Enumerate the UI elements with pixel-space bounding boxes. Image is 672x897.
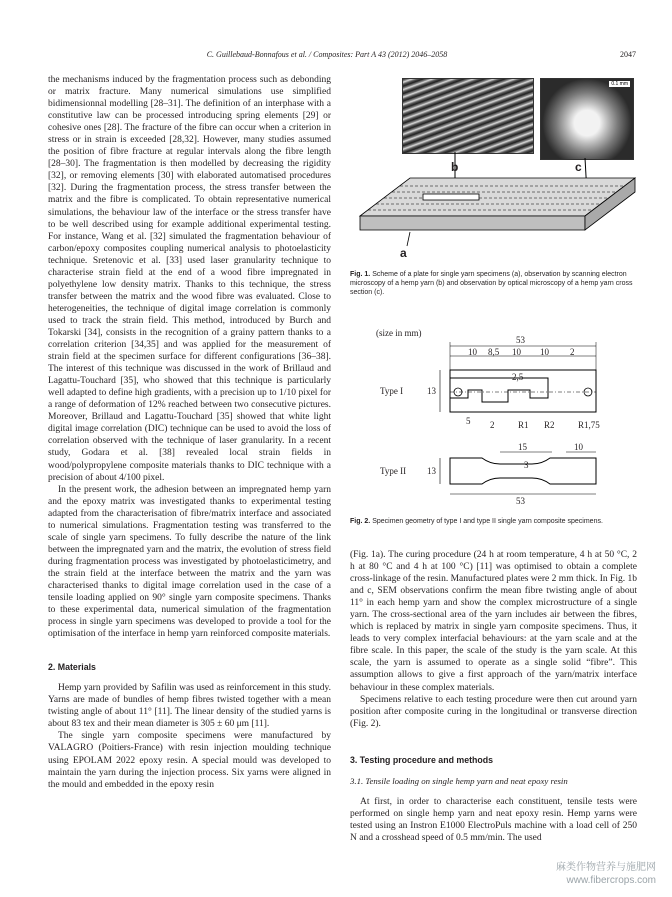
right-column [350, 549, 637, 844]
figure-1 [355, 78, 637, 263]
dimension-label: 10 [574, 442, 583, 452]
page-number: 2047 [620, 50, 636, 59]
paragraph: Specimens relative to each testing procedure were then cut around yarn position after composite curing in the longitudinal or transverse direction (Fig. 2). [350, 694, 637, 729]
radius-label: R1 [518, 420, 529, 430]
dimension-label: 13 [427, 466, 436, 476]
paragraph: the mechanisms induced by the fragmentation process such as debonding or matrix fracture. Many numerical simulations use simplified bidimensionnal modelling [28–31]. The definition of an interphase with a constitutive law can be processed introducing spring elements [29] or cohesive ones [28]. The fracture of the fibre can occur when a criterion in stress or in strain is exceeded [28,32]. However, many studies assumed the position of fibre fracture at regular intervals along the fibre length [28–30]. The fragmentation is then modelled by decreasing the rigidity [32], or removing elements [30] with elaborated automatised procedures [32]. During the fragmentation process, the stress transfer between the matrix and the fibre is complicated. To obtain representative numerical simulations, the behaviour law of the interface or the stress transfer have to be well described using for example additional experimental testing. For instance, Wang et al. [32] simulated the fragmentation behaviour of carbon/epoxy composites coupling numerical analysis to photoelasticity technique. Sretenovic et al. [33] used laser granularity technique to characterise strain field at the end of a wood fibre impregnated in polyethylene low density matrix. Thanks to this technique, the stress transfer between the matrix and the wood fibre was evaluated. Close to heterogeneities, the technique of digital image correlation is commonly used to track the strain field. This method, introduced by Burch and Tokarski [34], consists in the recognition of a grainy pattern thanks to a correlation criterion [34,35] and was applied for the measurement of strain field at the specimen surface for different configurations [36–38]. The interest of this technique was discussed in the work of Brillaud and Lagattu-Touchard [35], who showed that this technique is particularly well adapted to define high gradients, with a precision up to 1/10 pixel for a range of deformation of 12% reached between two consecutive pictures. Moreover, Brillaud and Lagattu-Touchard [35] showed that white light digital image correlation (DIC) technique can be used to avoid the loss of correlation observed with the technique of laser granularity. In a recent study, Godara et al. [38] revealed local strain fields in wood/polypropylene composite materials thanks to DIC technique with a precision of about 4/100 pixel. [48, 75, 331, 483]
dimension-label: 8,5 [488, 347, 500, 357]
paragraph: In the present work, the adhesion between an impregnated hemp yarn and the epoxy matrix was investigated thanks to experimental testing adapted from the characterisation of fibre/matrix interface and associated to numerical simulations. Fragmentation testing was transferred to the scale of single yarn specimens. To fully describe the nature of the link between the impregnated yarn and the matrix, the evolution of stress field during fragmentation process was investigated by photoelasticimetry, and the strain field at the interface between the matrix and the yarn was characterised thanks to digital image correlation used in the case of a tensile loading applied on 90° single yarn composite specimens. Thanks to these experimental data, numerical simulation of the fragmentation process in single yarn specimens was developed to provide a tool for the optimisation of the interface in hemp yarn reinforced composite materials. [48, 484, 331, 640]
radius-label: R2 [544, 420, 555, 430]
watermark-line: 麻类作物营养与施肥网 [556, 862, 656, 873]
plate-scheme-diagram [355, 78, 637, 263]
caption-label: Fig. 2. [350, 518, 371, 525]
figure-label-c: c [575, 160, 582, 174]
figure-2-caption [350, 517, 637, 526]
size-note: (size in mm) [376, 328, 422, 338]
figure-1-caption [350, 270, 637, 297]
paragraph: The single yarn composite specimens were manufactured by VALAGRO (Poitiers-France) with resin injection moulding technique using EPOLAM 2022 epoxy resin. A special mould was developed to maintain the yarn during the injection process. Six yarns were aligned in the mould and embedded in the epoxy resin [48, 731, 331, 790]
paragraph: Hemp yarn provided by Safilin was used as reinforcement in this study. Yarns are made of bundles of hemp fibres twisted together with a mean twisting angle of about 11° [11]. The linear density of the studied yarns is about 83 tex and their mean diameter is 305 ± 60 μm [11]. [48, 683, 331, 730]
scale-bar: 0.1 mm [611, 81, 628, 87]
dimension-label: 10 [468, 347, 477, 357]
dimension-label: 13 [427, 386, 436, 396]
caption-text: Specimen geometry of type I and type II single yarn composite specimens. [372, 518, 603, 525]
dimension-label: 53 [516, 496, 525, 506]
left-column [48, 74, 331, 791]
type-label: Type II [380, 466, 407, 476]
watermark-line: www.fibercrops.com [566, 875, 656, 886]
figure-2 [370, 328, 620, 508]
figure-label-a: a [400, 246, 407, 260]
dimension-label: 3 [524, 460, 529, 470]
dimension-label: 2,5 [512, 372, 524, 382]
type-label: Type I [380, 386, 404, 396]
subsection-heading: 3.1. Tensile loading on single hemp yarn and neat epoxy resin [350, 775, 568, 786]
section-heading: 3. Testing procedure and methods [350, 754, 494, 765]
dimension-label: 53 [516, 335, 525, 345]
watermark [556, 861, 656, 887]
dimension-label: 15 [518, 442, 527, 452]
running-title: C. Guillebaud-Bonnafous et al. / Composites: Part A 43 (2012) 2046–2058 [206, 50, 448, 59]
dimension-label: 10 [512, 347, 521, 357]
paragraph: At first, in order to characterise each constituent, tensile tests were performed on single hemp yarn and neat epoxy resin. Hemp yarns were tested using an Instron E1000 ElectroPuls machine with a load cell of 250 N and a crosshead speed of 0.5 mm/min. The used [350, 796, 637, 843]
figure-label-b: b [451, 160, 459, 174]
section-heading: 2. Materials [48, 662, 96, 673]
dimension-label: 10 [540, 347, 549, 357]
dimension-label: 2 [490, 420, 495, 430]
caption-text: Scheme of a plate for single yarn specimens (a), observation by scanning electron microscopy of a hemp yarn (b) and observation by optical microscopy of a hemp yarn cross section (c). [350, 271, 633, 296]
paragraph: (Fig. 1a). The curing procedure (24 h at room temperature, 4 h at 50 °C, 2 h at 80 °C and 4 h at 100 °C) [11] was optimised to obtain a complete cross-linkage of the resin. Manufactured plates were 2 mm thick. In Fig. 1b and c, SEM observations confirm the mean fibre twisting angle of about 11° in each hemp yarn and show the complex microstructure of a single yarn. The cross-sectional area of the yarn includes air between the fibres, which is replaced by matrix in single yarn composite specimens. Thus, it leads to very complex interfacial behaviours: at the yarn scale and at the fibre scale. In this paper, the scale of the study is the yarn scale. At this scale, the yarn is assumed to operate as a single solid “fibre”. This assumption allows to give a first approach of the yarn/matrix interface behaviour in these complex materials. [350, 550, 637, 693]
dimension-label: 5 [466, 416, 471, 426]
radius-label: R1,75 [578, 420, 600, 430]
caption-label: Fig. 1. [350, 271, 371, 278]
dimension-label: 2 [570, 347, 575, 357]
